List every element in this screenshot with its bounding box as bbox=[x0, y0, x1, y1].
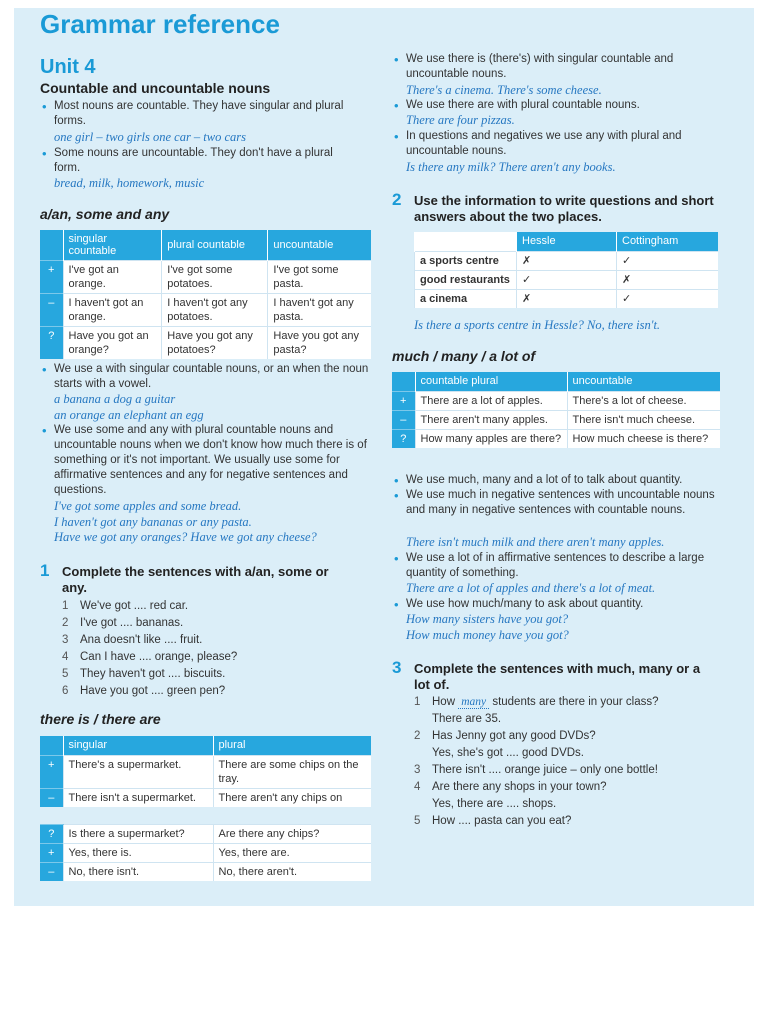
table-header: Hessle bbox=[517, 232, 617, 251]
list-item: 4 Can I have .... orange, please? bbox=[62, 651, 238, 663]
minus-symbol: – bbox=[40, 863, 63, 882]
example-an: an orange an elephant an egg bbox=[54, 408, 204, 422]
exercise-title: Use the information to write questions and short answers about the two places. bbox=[414, 193, 714, 224]
table-row: a cinema ✗ ✓ bbox=[415, 289, 719, 308]
table-row: + Yes, there is. Yes, there are. bbox=[40, 844, 371, 863]
minus-symbol: – bbox=[40, 294, 63, 327]
list-item: 1 How many students are there in your class? There are 35. bbox=[414, 696, 659, 725]
bullet-countable: • Most nouns are countable. They have singular and plural forms. bbox=[40, 99, 360, 129]
example-how-many: How many sisters have you got? bbox=[406, 612, 569, 626]
exercise-title: Complete the sentences with a/an, some or any. bbox=[62, 564, 329, 595]
example-there-are: There are four pizzas. bbox=[406, 113, 515, 127]
example-questions: Have we got any oranges? Have we got any cheese? bbox=[54, 530, 317, 544]
exercise-title: Complete the sentences with much, many or a lot of. bbox=[414, 661, 701, 692]
list-item: 4 Are there any shops in your town? Yes, there are .... shops. bbox=[414, 781, 607, 810]
there-bullet-3: • In questions and negatives we use any with plural and uncountable nouns. bbox=[392, 129, 722, 159]
a-lot-of-bullet: • We use a lot of in affirmative sentences to describe a large quantity of something. bbox=[392, 551, 722, 581]
example-much: There isn't much milk and there aren't many apples. bbox=[406, 535, 665, 549]
example-there-is: There's a cinema. There's some cheese. bbox=[406, 83, 602, 97]
list-item: 6 Have you got .... green pen? bbox=[62, 685, 226, 697]
much-many-table bbox=[392, 372, 720, 448]
table-row: – No, there isn't. No, there aren't. bbox=[40, 863, 371, 882]
exercise-1-list bbox=[40, 598, 237, 700]
grammar-reference-panel bbox=[14, 8, 754, 906]
there-bullet-1: • We use there is (there's) with singular countable and uncountable nouns. bbox=[392, 52, 722, 82]
table-row: – There isn't a supermarket. There aren't any chips on bbox=[40, 788, 371, 807]
question-symbol: ? bbox=[40, 327, 63, 360]
table-row: ? Is there a supermarket? Are there any chips? bbox=[40, 825, 371, 844]
example-countable: one girl – two girls one car – two cars bbox=[54, 130, 247, 144]
exercise-3-heading bbox=[392, 658, 722, 693]
exercise-1-heading bbox=[40, 561, 340, 596]
example-a-lot-of: There are a lot of apples and there's a lot of meat. bbox=[406, 581, 656, 595]
plus-symbol: + bbox=[40, 844, 63, 863]
question-symbol: ? bbox=[392, 429, 415, 448]
table-header: uncountable bbox=[268, 230, 371, 261]
plus-symbol: + bbox=[392, 391, 415, 410]
question-symbol: ? bbox=[40, 825, 63, 844]
table-header: uncountable bbox=[567, 372, 720, 391]
list-item: 5 They haven't got .... biscuits. bbox=[62, 668, 226, 680]
table-row: + There's a supermarket. There are some chips on the tray. bbox=[40, 755, 371, 788]
section-heading-aan-some-any: a/an, some and any bbox=[40, 206, 170, 222]
section-heading-countable: Countable and uncountable nouns bbox=[40, 80, 271, 96]
some-any-bullet: • We use some and any with plural countable nouns and uncountable nouns when we don't know how much there is of something or it's not important. We usually use some for affirmative sentences and any for negative sentences and questions. bbox=[40, 423, 370, 498]
table-header: singular bbox=[63, 736, 213, 755]
list-item: 3 Ana doesn't like .... fruit. bbox=[62, 634, 203, 646]
list-item: 2 I've got .... bananas. bbox=[62, 617, 184, 629]
example-answer: Is there a sports centre in Hessle? No, there isn't. bbox=[414, 318, 661, 332]
example-some: I've got some apples and some bread. bbox=[54, 499, 242, 513]
there-is-questions-table bbox=[40, 824, 371, 881]
table-header: countable plural bbox=[415, 372, 567, 391]
much-bullets: • We use much, many and a lot of to talk about quantity. • We use much in negative sentences with uncountable nouns and many in negative sentences with countable nouns. bbox=[392, 473, 732, 518]
table-row: good restaurants ✓ ✗ bbox=[415, 270, 719, 289]
exercise-3-list bbox=[392, 694, 659, 830]
table-header: Cottingham bbox=[617, 232, 719, 251]
table-row: + I've got an orange. I've got some potatoes. I've got some pasta. bbox=[40, 261, 371, 294]
example-how-much: How much money have you got? bbox=[406, 628, 569, 642]
there-is-table bbox=[40, 736, 371, 807]
table-header: plural countable bbox=[162, 230, 268, 261]
example-any: I haven't got any bananas or any pasta. bbox=[54, 515, 252, 529]
countable-bullets bbox=[40, 99, 360, 129]
aan-some-any-table bbox=[40, 230, 371, 359]
section-heading-much-many: much / many / a lot of bbox=[392, 348, 536, 364]
minus-symbol: – bbox=[392, 410, 415, 429]
list-item: 2 Has Jenny got any good DVDs? Yes, she's got .... good DVDs. bbox=[414, 730, 596, 759]
plus-symbol: + bbox=[40, 755, 63, 788]
bullet-uncountable: • Some nouns are uncountable. They don't have a plural form. bbox=[40, 146, 340, 176]
table-row: + There are a lot of apples. There's a lot of cheese. bbox=[392, 391, 720, 410]
page-title: Grammar reference bbox=[40, 9, 280, 39]
example-uncountable: bread, milk, homework, music bbox=[54, 176, 205, 190]
example-any: Is there any milk? There aren't any books. bbox=[406, 160, 616, 174]
a-an-bullet: • We use a with singular countable nouns, or an when the noun starts with a vowel. bbox=[40, 362, 370, 392]
unit-title: Unit 4 bbox=[40, 56, 96, 78]
section-heading-there-is: there is / there are bbox=[40, 711, 161, 727]
exercise-number: 3 bbox=[392, 658, 402, 677]
table-row: a sports centre ✗ ✓ bbox=[415, 251, 719, 270]
exercise-number: 2 bbox=[392, 190, 402, 209]
table-header: plural bbox=[213, 736, 371, 755]
uncountable-bullets bbox=[40, 146, 340, 176]
list-item: 5 How .... pasta can you eat? bbox=[414, 815, 572, 827]
exercise-number: 1 bbox=[40, 561, 50, 580]
there-bullet-2: • We use there are with plural countable nouns. bbox=[392, 98, 722, 113]
list-item: 3 There isn't .... orange juice – only one bottle! bbox=[414, 764, 658, 776]
exercise-2-heading bbox=[392, 190, 722, 225]
how-much-bullet: • We use how much/many to ask about quantity. bbox=[392, 597, 722, 612]
places-table bbox=[414, 232, 718, 308]
table-row: – There aren't many apples. There isn't much cheese. bbox=[392, 410, 720, 429]
minus-symbol: – bbox=[40, 788, 63, 807]
table-row: ? Have you got an orange? Have you got any potatoes? Have you got any pasta? bbox=[40, 327, 371, 360]
example-a: a banana a dog a guitar bbox=[54, 392, 176, 406]
table-row: ? How many apples are there? How much cheese is there? bbox=[392, 429, 720, 448]
table-header: singular countable bbox=[63, 230, 162, 261]
plus-symbol: + bbox=[40, 261, 63, 294]
list-item: 1 We've got .... red car. bbox=[62, 600, 189, 612]
table-row: – I haven't got an orange. I haven't got any potatoes. I haven't got any pasta. bbox=[40, 294, 371, 327]
example-answer-blank: many bbox=[458, 696, 489, 709]
